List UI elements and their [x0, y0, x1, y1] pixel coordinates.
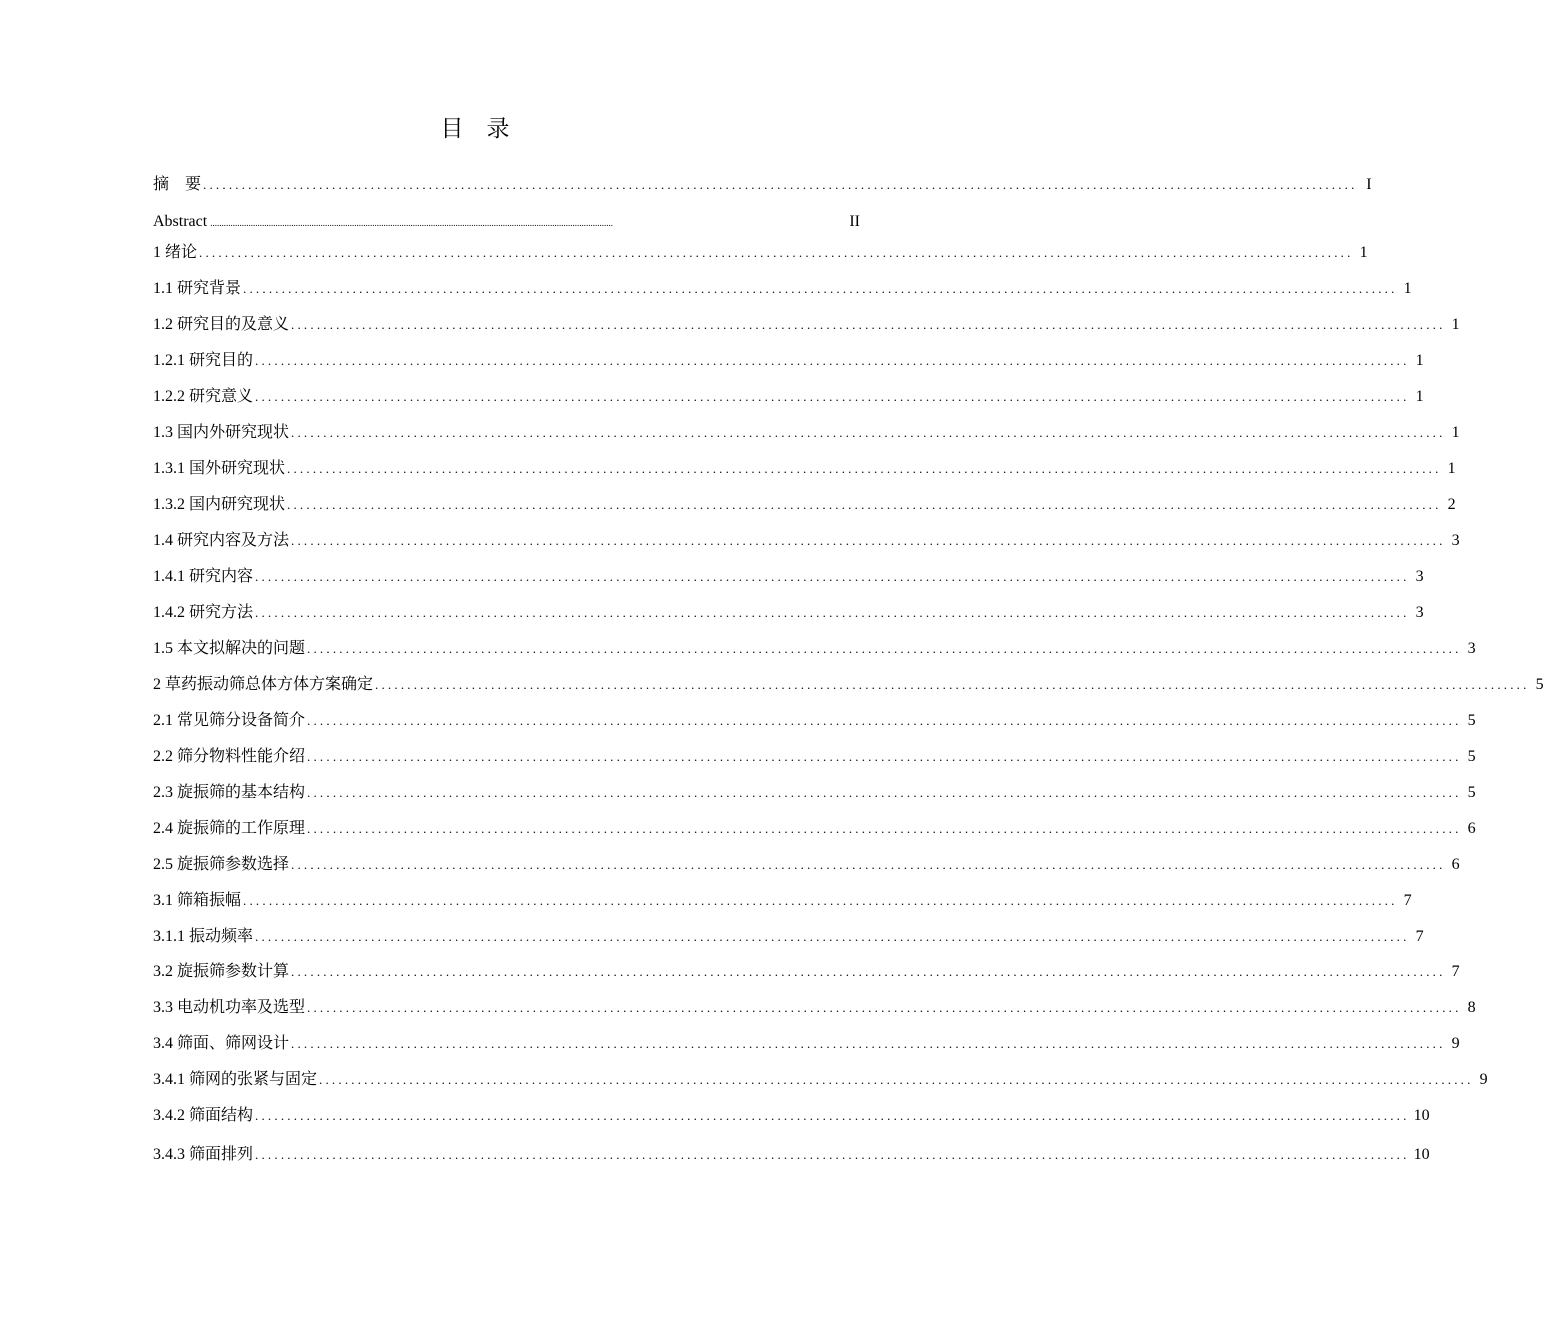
toc-entry[interactable] [153, 562, 1424, 592]
toc-leader-dots: ................................................................................................................................................................................... [291, 857, 1446, 872]
toc-entry[interactable] [153, 778, 1476, 808]
toc-leader-dots: ................................................................................................................................................................................... [255, 1147, 1410, 1162]
toc-entry[interactable] [153, 170, 1372, 200]
toc-entry[interactable] [153, 207, 860, 237]
toc-entry-label: 3.2 旋振筛参数计算 [153, 963, 290, 980]
toc-entry[interactable] [153, 418, 1460, 448]
toc-entry-label: 3.1 筛箱振幅 [153, 892, 242, 909]
toc-entry-page: 6 [1467, 820, 1476, 837]
toc-entry-label: 2.2 筛分物料性能介绍 [153, 748, 306, 765]
toc-entry-page: 9 [1479, 1071, 1488, 1088]
toc-leader-dots: ................................................................................................................................................................................... [255, 1108, 1410, 1123]
toc-leader-dots: ................................................................................................................................................................................... [255, 353, 1410, 368]
toc-entry-page: 1 [1451, 424, 1460, 441]
toc-entry-page: 1 [1415, 352, 1424, 369]
toc-entry[interactable] [153, 526, 1460, 556]
toc-entry-page: 3 [1415, 568, 1424, 585]
toc-leader-dots: ................................................................................................................................................................................... [255, 569, 1410, 584]
toc-leader-dots: ................................................................................................................................................................................... [287, 461, 1442, 476]
toc-entry-page: 3 [1467, 640, 1476, 657]
toc-entry-page: 9 [1451, 1035, 1460, 1052]
toc-entry-label: 2.5 旋振筛参数选择 [153, 856, 290, 873]
toc-entry-page: 1 [1359, 244, 1368, 261]
toc-entry[interactable] [153, 598, 1424, 628]
toc-entry[interactable] [153, 310, 1460, 340]
toc-entry[interactable] [153, 814, 1476, 844]
toc-entry-label: 1.2.1 研究目的 [153, 352, 254, 369]
toc-leader-dots: ................................................................................................................................................................................... [255, 389, 1410, 404]
toc-entry-page: 1 [1451, 316, 1460, 333]
toc-entry-page: 3 [1415, 604, 1424, 621]
toc-entry[interactable] [153, 1140, 1430, 1170]
toc-entry-page: 5 [1467, 748, 1476, 765]
toc-entry-label: 2 草药振动筛总体方体方案确定 [153, 676, 374, 693]
toc-leader-dots: ................................................................................................................................................................................... [307, 713, 1462, 728]
toc-leader-dots: ................................................................................................................................................................................... [291, 964, 1446, 979]
toc-entry-page: 1 [1403, 280, 1412, 297]
toc-entry[interactable] [153, 382, 1424, 412]
toc-entry-page: 5 [1467, 784, 1476, 801]
toc-leader-dots: ................................................................................................................................................................................... [307, 749, 1462, 764]
toc-leader-dots: ................................................................................................................................................................................... [307, 1000, 1462, 1015]
toc-leader-dots: ................................................................................................................................................................................... [203, 177, 1358, 192]
toc-entry-label: 3.4.3 筛面排列 [153, 1146, 254, 1163]
toc-entry-page: 1 [1415, 388, 1424, 405]
toc-entry-label: 1.3.1 国外研究现状 [153, 460, 286, 477]
toc-leader-dots: ................................................................................................................................................................................... [291, 317, 1446, 332]
toc-entry-page: I [1366, 176, 1372, 193]
toc-leader-dots: ................................................................................................................................................................................... [243, 893, 1398, 908]
toc-entry[interactable] [153, 706, 1476, 736]
toc-entry-label: 1.2.2 研究意义 [153, 388, 254, 405]
toc-entry-label: 2.3 旋振筛的基本结构 [153, 784, 306, 801]
toc-entry-label: 3.4.1 筛网的张紧与固定 [153, 1071, 318, 1088]
toc-entry-page: II [849, 213, 860, 230]
toc-entry[interactable] [153, 346, 1424, 376]
toc-entry[interactable] [153, 490, 1456, 520]
toc-entry[interactable] [153, 922, 1424, 952]
toc-leader-dots: ................................................................................................................................................................................... [307, 821, 1462, 836]
toc-entry[interactable] [153, 274, 1412, 304]
toc-entry-label: 3.1.1 振动频率 [153, 928, 254, 945]
toc-entry-label: 1.4.1 研究内容 [153, 568, 254, 585]
toc-entry-label: 2.1 常见筛分设备简介 [153, 712, 306, 729]
toc-leader-dots: ................................................................................................................................................................................... [255, 605, 1410, 620]
toc-entry[interactable] [153, 850, 1460, 880]
toc-entry-label: 1 绪论 [153, 244, 198, 261]
toc-entry-page: 7 [1403, 892, 1412, 909]
toc-entry[interactable] [153, 670, 1544, 700]
toc-leader-dots: ................................................................................................................................................................................... [199, 245, 1354, 260]
toc-entry-page: 10 [1413, 1107, 1430, 1124]
toc-leader-dots: ................................................................................................................................................................................... [307, 785, 1462, 800]
toc-entry-label: 1.1 研究背景 [153, 280, 242, 297]
toc-entry[interactable] [153, 993, 1476, 1023]
toc-entry-label: 3.3 电动机功率及选型 [153, 999, 306, 1016]
toc-entry[interactable] [153, 238, 1368, 268]
toc-entry-page: 5 [1535, 676, 1544, 693]
toc-leader-dots: ................................................................................................................................................................................... [375, 677, 1530, 692]
toc-entry[interactable] [153, 634, 1476, 664]
toc-leader-dots: ................................................................................................................................................................................... [210, 218, 613, 228]
toc-entry-label: 1.3.2 国内研究现状 [153, 496, 286, 513]
toc-entry-label: 2.4 旋振筛的工作原理 [153, 820, 306, 837]
toc-entry[interactable] [153, 1101, 1430, 1131]
toc-entry-page: 6 [1451, 856, 1460, 873]
toc-entry-page: 7 [1451, 963, 1460, 980]
toc-entry[interactable] [153, 1029, 1460, 1059]
toc-leader-dots: ................................................................................................................................................................................... [291, 533, 1446, 548]
toc-entry-label: 1.4.2 研究方法 [153, 604, 254, 621]
toc-entry-page: 10 [1413, 1146, 1430, 1163]
toc-entry[interactable] [153, 957, 1460, 987]
toc-entry-label: 3.4 筛面、筛网设计 [153, 1035, 290, 1052]
page-title: 目 录 [440, 116, 510, 142]
toc-entry-page: 8 [1467, 999, 1476, 1016]
toc-entry[interactable] [153, 886, 1412, 916]
toc-entry[interactable] [153, 742, 1476, 772]
toc-entry[interactable] [153, 454, 1456, 484]
toc-entry-page: 3 [1451, 532, 1460, 549]
toc-leader-dots: ................................................................................................................................................................................... [307, 641, 1462, 656]
toc-entry-page: 2 [1447, 496, 1456, 513]
toc-leader-dots: ................................................................................................................................................................................... [291, 425, 1446, 440]
toc-entry-page: 7 [1415, 928, 1424, 945]
toc-leader-dots: ................................................................................................................................................................................... [291, 1036, 1446, 1051]
toc-entry-label: 1.4 研究内容及方法 [153, 532, 290, 549]
toc-leader-dots: ................................................................................................................................................................................... [255, 929, 1410, 944]
toc-leader-dots: ................................................................................................................................................................................... [287, 497, 1442, 512]
toc-entry-page: 1 [1447, 460, 1456, 477]
toc-entry[interactable] [153, 1065, 1488, 1095]
toc-entry-label: 1.3 国内外研究现状 [153, 424, 290, 441]
toc-entry-label: 1.2 研究目的及意义 [153, 316, 290, 333]
toc-entry-label: 1.5 本文拟解决的问题 [153, 640, 306, 657]
toc-entry-page: 5 [1467, 712, 1476, 729]
toc-leader-dots: ................................................................................................................................................................................... [319, 1072, 1474, 1087]
toc-entry-label: Abstract [153, 213, 208, 230]
toc-leader-dots: ................................................................................................................................................................................... [243, 281, 1398, 296]
toc-entry-label: 摘 要 [153, 176, 202, 193]
toc-entry-label: 3.4.2 筛面结构 [153, 1107, 254, 1124]
